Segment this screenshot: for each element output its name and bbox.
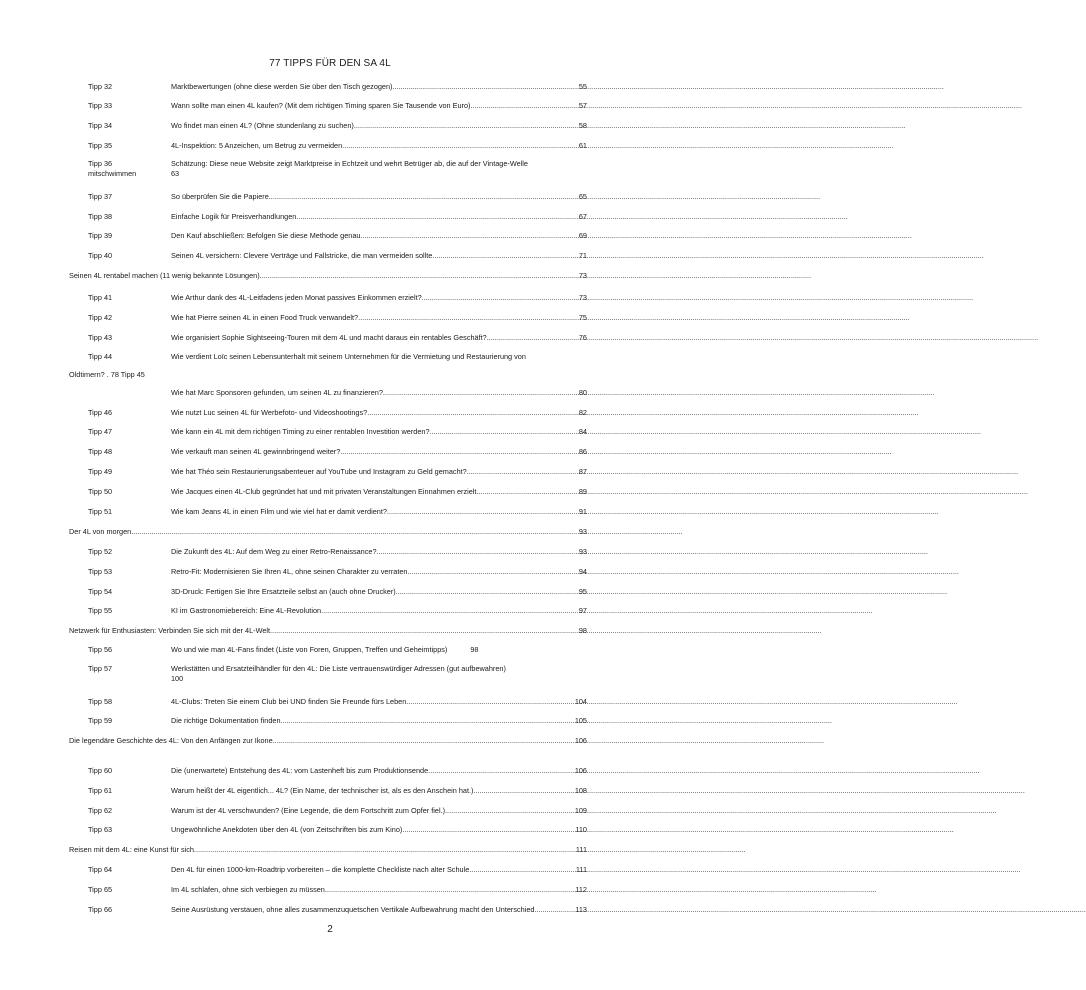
toc-tipp-number: Tipp 32 [88,82,113,91]
toc-page-number: 71 [578,251,587,260]
toc-leader-dots [367,408,579,418]
toc-entry-line [171,231,587,241]
toc-tipp-number-block [88,101,112,111]
toc-tipp-number-block [88,293,112,303]
toc-section-title: Der 4L von morgen [69,527,132,536]
toc-leader-dots [406,697,575,707]
toc-entry-title-block [171,587,587,597]
toc-entry-title-block [171,447,587,457]
toc-entry-title-block [171,313,587,323]
toc-entry-title: Im 4L schlafen, ohne sich verbiegen zu müssen [171,885,325,894]
toc-entry-title-block [171,121,587,131]
toc-page-number: 110 [575,825,587,834]
toc-leader-dots [296,212,579,222]
toc-tipp-number: Tipp 58 [88,697,113,706]
toc-tipp-number: Tipp 52 [88,547,113,556]
toc-entry-title-block [171,766,587,776]
toc-tipp-number-block [88,212,112,222]
toc-entry-title-block [171,865,587,875]
toc-entry-title-block [171,547,587,557]
page-number: 2 [327,924,333,935]
toc-entry-title-block [171,467,587,477]
toc-entry-title-block [171,101,587,111]
toc-tipp-number-block [88,547,112,557]
toc-entry-line [171,388,587,398]
toc-tipp-number: Tipp 37 [88,192,113,201]
toc-leader-dots [342,141,579,151]
toc-tipp-number-block [88,806,112,816]
toc-page-number: 57 [578,101,587,110]
toc-leader-dots [422,293,579,303]
toc-leader-dots [269,192,579,202]
toc-entry-title: KI im Gastronomiebereich: Eine 4L-Revolution [171,606,322,615]
toc-entry-title: Ungewöhnliche Anekdoten über den 4L (von Zeitschriften bis zum Kino) [171,825,403,834]
toc-leader-dots [260,271,579,281]
page-header-title: 77 TIPPS FÜR DEN SA 4L [269,58,391,69]
toc-entry-title: Marktbewertungen (ohne diese werden Sie über den Tisch gezogen) [171,82,393,91]
toc-leader-dots [270,626,579,636]
toc-leader-dots [534,905,575,915]
toc-section-line [69,271,587,281]
toc-entry-line [171,408,587,418]
toc-entry-title-block [171,192,587,202]
toc-leader-dots [383,388,579,398]
toc-page-number: 112 [575,885,587,894]
toc-entry-line [171,192,587,202]
toc-entry-line [171,121,587,131]
toc-page-number: 91 [578,507,587,516]
toc-tipp-number: Tipp 39 [88,231,113,240]
toc-leader-dots [402,825,575,835]
toc-section-title: Netzwerk für Enthusiasten: Verbinden Sie sich mit der 4L-Welt [69,626,271,635]
toc-tipp-number: Tipp 44 [88,352,113,361]
toc-leader-dots [469,865,576,875]
toc-entry-title: Einfache Logik für Preisverhandlungen [171,212,297,221]
toc-page-number: 84 [578,427,587,436]
toc-entry-line [171,786,587,796]
toc-tipp-number-block [88,251,112,261]
toc-tipp-number: Tipp 43 [88,333,113,342]
toc-page-number: 67 [578,212,587,221]
toc-page-number: 55 [578,82,587,91]
toc-entry-title: Die richtige Dokumentation finden [171,716,281,725]
toc-entry-title-block [171,806,587,816]
toc-tipp-number-block [88,121,112,131]
toc-page-number: 106 [574,766,587,775]
toc-tipp-number-block [88,507,112,517]
toc-entry-title-block [171,388,587,398]
toc-page-number: 73 [578,293,587,302]
toc-tipp-number: Tipp 62 [88,806,113,815]
toc-entry-line [171,447,587,457]
toc-entry-title: Den Kauf abschließen: Befolgen Sie diese Methode genau [171,231,361,240]
toc-entry-line [171,587,587,597]
toc-entry-title-block [171,825,587,835]
toc-entry-title: Warum heißt der 4L eigentlich... 4L? (Ein Name, der technischer ist, als es den Anschein hat.) [171,786,474,795]
toc-tipp-number-block [88,487,112,497]
toc-entry-title-block [171,507,587,517]
toc-tipp-number: Tipp 64 [88,865,113,874]
toc-entry-title-block [171,885,587,895]
toc-leader-dots [407,567,578,577]
toc-tipp-number: Tipp 55 [88,606,113,615]
toc-leader-dots [273,736,575,746]
toc-tipp-number: Tipp 59 [88,716,113,725]
toc-entry-title-block [171,212,587,222]
toc-tipp-number-block [88,587,112,597]
toc-entry-title: Wie organisiert Sophie Sightseeing-Touren mit dem 4L und macht daraus ein rentables Geschäft? [171,333,487,342]
toc-entry-line [171,885,587,895]
toc-entry-title: Wie kann ein 4L mit dem richtigen Timing zu einer rentablen Investition werden? [171,427,430,436]
toc-leader-dots [321,606,579,616]
toc-entry-line [171,467,587,477]
toc-entry-title: So überprüfen Sie die Papiere [171,192,269,201]
toc-entry-line [171,82,587,92]
toc-leader-dots [354,121,579,131]
toc-continuation: Oldtimern? . 78 Tipp 45 [69,370,145,379]
toc-section-title: Reisen mit dem 4L: eine Kunst für sich [69,845,194,854]
toc-section-line [69,736,587,746]
toc-entry-title-block [171,606,587,616]
toc-tipp-number: Tipp 60 [88,766,113,775]
toc-leader-dots [487,333,579,343]
toc-entry-line [171,716,587,726]
toc-tipp-number: Tipp 65 [88,885,113,894]
toc-entry-line [171,212,587,222]
toc-page-number: 73 [578,271,587,280]
toc-entry-title-block [171,697,587,707]
toc-entry-title: Wie Arthur dank des 4L-Leitfadens jeden Monat passives Einkommen erzielt? [171,293,422,302]
toc-tipp-number-block [88,231,112,241]
toc-tipp-number-block [88,313,112,323]
toc-leader-dots [473,786,574,796]
toc-entry-title: 3D-Druck: Fertigen Sie Ihre Ersatzteile selbst an (auch ohne Drucker) [171,587,396,596]
toc-entry-line [171,101,587,111]
toc-tipp-number: Tipp 35 [88,141,113,150]
toc-section-line [69,527,587,537]
toc-entry-title-block [171,408,587,418]
toc-entry-title: Den 4L für einen 1000-km-Roadtrip vorbereiten – die komplette Checkliste nach alter Schule [171,865,470,874]
toc-entry-title: Seinen 4L versichern: Clevere Verträge und Fallstricke, die man vermeiden sollte [171,251,433,260]
toc-tipp-number-block [88,408,112,418]
toc-entry-title-block [171,664,587,684]
toc-page-number: 69 [578,231,587,240]
toc-tipp-number: Tipp 36 [88,159,113,168]
toc-entry-title-block [171,333,587,343]
toc-page-number: 95 [578,587,587,596]
toc-tipp-number: Tipp 49 [88,467,113,476]
toc-leader-dots [131,527,579,537]
toc-entry-title: Wie kam Jeans 4L in einen Film und wie viel hat er damit verdient? [171,507,387,516]
toc-entry-line [171,293,587,303]
toc-leader-dots [194,845,576,855]
toc-entry-title: Wie Jacques einen 4L-Club gegründet hat und mit privaten Veranstaltungen Einnahmen erzielt [171,487,477,496]
toc-entry-title: Retro-Fit: Modernisieren Sie Ihren 4L, ohne seinen Charakter zu verraten [171,567,408,576]
toc-entry-title: Wie nutzt Luc seinen 4L für Werbefoto- und Videoshootings? [171,408,368,417]
toc-entry-title: Die Zukunft des 4L: Auf dem Weg zu einer Retro-Renaissance? [171,547,377,556]
toc-entry-title: Wo findet man einen 4L? (Ohne stundenlang zu suchen) [171,121,354,130]
toc-page-number: 113 [575,905,587,914]
toc-tipp-number-block [88,786,112,796]
toc-page-number: 98 [578,626,587,635]
toc-entry-title: Wie hat Pierre seinen 4L in einen Food Truck verwandelt? [171,313,359,322]
toc-entry-line [171,865,587,875]
toc-entry-title: Schätzung: Diese neue Website zeigt Marktpreise in Echtzeit und wehrt Betrüger ab, die auf der Vintage-Welle [171,159,528,168]
toc-page-number: 108 [574,786,587,795]
toc-entry-title: Wo und wie man 4L-Fans findet (Liste von Foren, Gruppen, Treffen und Geheimtipps) [171,645,448,654]
toc-page-number: 86 [578,447,587,456]
toc-entry-title: Die (unerwartete) Entstehung des 4L: vom Lastenheft bis zum Produktionsende [171,766,429,775]
toc-entry-title-continuation: 63 [171,169,180,178]
toc-entry-title-block [171,352,587,362]
toc-tipp-number-block [88,697,112,707]
toc-tipp-number-block [88,352,112,362]
toc-section-line [69,626,587,636]
toc-entry-title: Seine Ausrüstung verstauen, ohne alles zusammenzuquetschen Vertikale Aufbewahrung macht den Unterschied [171,905,535,914]
toc-tipp-number: Tipp 66 [88,905,113,914]
toc-tipp-number-block [88,467,112,477]
toc-entry-title-block [171,487,587,497]
toc-page-number: 82 [578,408,587,417]
toc-page-number: 109 [574,806,587,815]
toc-leader-dots [340,447,579,457]
toc-entry-line [171,567,587,577]
toc-tipp-number-block [88,766,112,776]
toc-tipp-number: Tipp 38 [88,212,113,221]
toc-entry-title-block [171,82,587,92]
toc-page-number: 76 [578,333,587,342]
toc-entry-title: Wie hat Marc Sponsoren gefunden, um seinen 4L zu finanzieren? [171,388,383,397]
toc-entry-line [171,697,587,707]
toc-tipp-number-block [88,427,112,437]
toc-entry-line [171,547,587,557]
toc-tipp-number: Tipp 63 [88,825,113,834]
toc-section-title: Seinen 4L rentabel machen (11 wenig bekannte Lösungen) [69,271,260,280]
toc-page-number: 65 [578,192,587,201]
toc-entry-line [171,825,587,835]
toc-page-number: 93 [578,527,587,536]
toc-entry-title-block [171,786,587,796]
toc-tipp-number: Tipp 41 [88,293,113,302]
toc-tipp-number: Tipp 56 [88,645,113,654]
toc-tipp-number-block [88,159,136,179]
toc-tipp-number-continuation: mitschwimmen [88,169,137,178]
toc-entry-title-block [171,905,587,915]
toc-tipp-number: Tipp 53 [88,567,113,576]
toc-entry-title-block [171,159,587,179]
toc-page-number: 98 [470,645,479,654]
toc-tipp-number: Tipp 51 [88,507,113,516]
toc-page-number: 61 [578,141,587,150]
toc-page-number: 111 [575,865,587,874]
toc-tipp-number: Tipp 50 [88,487,113,496]
toc-tipp-number: Tipp 46 [88,408,113,417]
toc-entry-line [171,645,587,655]
toc-tipp-number-block [88,606,112,616]
toc-leader-dots [325,885,575,895]
toc-tipp-number-block [88,141,112,151]
toc-page-number: 75 [578,313,587,322]
toc-page-number: 93 [578,547,587,556]
toc-leader-dots [430,427,579,437]
toc-entry-title-block [171,645,587,655]
toc-leader-dots [470,101,578,111]
toc-tipp-number-block [88,447,112,457]
toc-page-number: 97 [578,606,587,615]
toc-entry-title-block [171,716,587,726]
toc-page-number: 80 [578,388,587,397]
toc-leader-dots [360,231,578,241]
toc-entry-title-block [171,231,587,241]
toc-tipp-number: Tipp 61 [88,786,113,795]
toc-tipp-number: Tipp 54 [88,587,113,596]
toc-page-number: 94 [578,567,587,576]
toc-entry-title: Wie verdient Loïc seinen Lebensunterhalt mit seinem Unternehmen für die Vermietung und Restaurierung von [171,352,526,361]
toc-tipp-number-block [88,905,112,915]
toc-leader-dots [392,82,578,92]
toc-entry-line [171,141,587,151]
toc-entry-line [171,427,587,437]
toc-entry-title-block [171,427,587,437]
toc-tipp-number: Tipp 57 [88,664,113,673]
toc-tipp-number-block [88,865,112,875]
toc-entry-title: Warum ist der 4L verschwunden? (Eine Legende, die dem Fortschritt zum Opfer fiel.) [171,806,446,815]
toc-tipp-number: Tipp 40 [88,251,113,260]
toc-tipp-number-block [88,885,112,895]
toc-entry-line [171,806,587,816]
toc-entry-title: 4L-Clubs: Treten Sie einem Club bei UND finden Sie Freunde fürs Leben [171,697,407,706]
toc-entry-title: Wie hat Théo sein Restaurierungsabenteuer auf YouTube und Instagram zu Geld gemacht? [171,467,467,476]
toc-page-number: 89 [578,487,587,496]
toc-tipp-number-block [88,333,112,343]
toc-entry-title: Wann sollte man einen 4L kaufen? (Mit dem richtigen Timing sparen Sie Tausende von Euro) [171,101,471,110]
toc-tipp-number-block [88,825,112,835]
toc-leader-dots [358,313,579,323]
toc-tipp-number-block [88,192,112,202]
toc-entry-line [171,313,587,323]
toc-entry-line [171,766,587,776]
toc-page-number: 104 [574,697,587,706]
toc-tipp-number: Tipp 34 [88,121,113,130]
toc-page-number: 105 [574,716,587,725]
toc-entry-line [171,905,587,915]
toc-entry-title-block [171,567,587,577]
toc-leader-dots [428,766,575,776]
toc-entry-title-continuation: 100 [171,674,184,683]
toc-tipp-number: Tipp 33 [88,101,113,110]
toc-leader-dots [396,587,579,597]
toc-entry-line [171,487,587,497]
toc-leader-dots [445,806,575,816]
toc-page-number: 58 [578,121,587,130]
toc-tipp-number-block [88,664,112,674]
toc-leader-dots [387,507,579,517]
toc-entry-line [171,333,587,343]
toc-entry-line [171,606,587,616]
toc-tipp-number-block [88,567,112,577]
toc-entry-title-block [171,141,587,151]
toc-entry-title-block [171,293,587,303]
toc-leader-dots [476,487,578,497]
toc-leader-dots [377,547,579,557]
toc-tipp-number: Tipp 47 [88,427,113,436]
toc-tipp-number-block [88,645,112,655]
toc-section-line [69,845,587,855]
toc-page-number: 106 [574,736,587,745]
toc-tipp-number-block [88,82,112,92]
toc-entry-title: Wie verkauft man seinen 4L gewinnbringend weiter? [171,447,341,456]
toc-entry-title-block [171,251,587,261]
toc-tipp-number-block [88,716,112,726]
toc-page-number: 111 [575,845,587,854]
toc-entry-line [171,251,587,261]
toc-tipp-number: Tipp 48 [88,447,113,456]
toc-leader-dots [281,716,575,726]
toc-section-title: Die legendäre Geschichte des 4L: Von den Anfängen zur Ikone [69,736,273,745]
toc-tipp-number: Tipp 42 [88,313,113,322]
toc-entry-title: 4L-Inspektion: 5 Anzeichen, um Betrug zu vermeiden [171,141,343,150]
toc-entry-title: Werkstätten und Ersatzteilhändler für den 4L: Die Liste vertrauenswürdiger Adressen (gut aufbewahren) [171,664,506,673]
toc-leader-dots [467,467,579,477]
toc-leader-dots [432,251,579,261]
toc-page-number: 87 [578,467,587,476]
toc-entry-line [171,507,587,517]
